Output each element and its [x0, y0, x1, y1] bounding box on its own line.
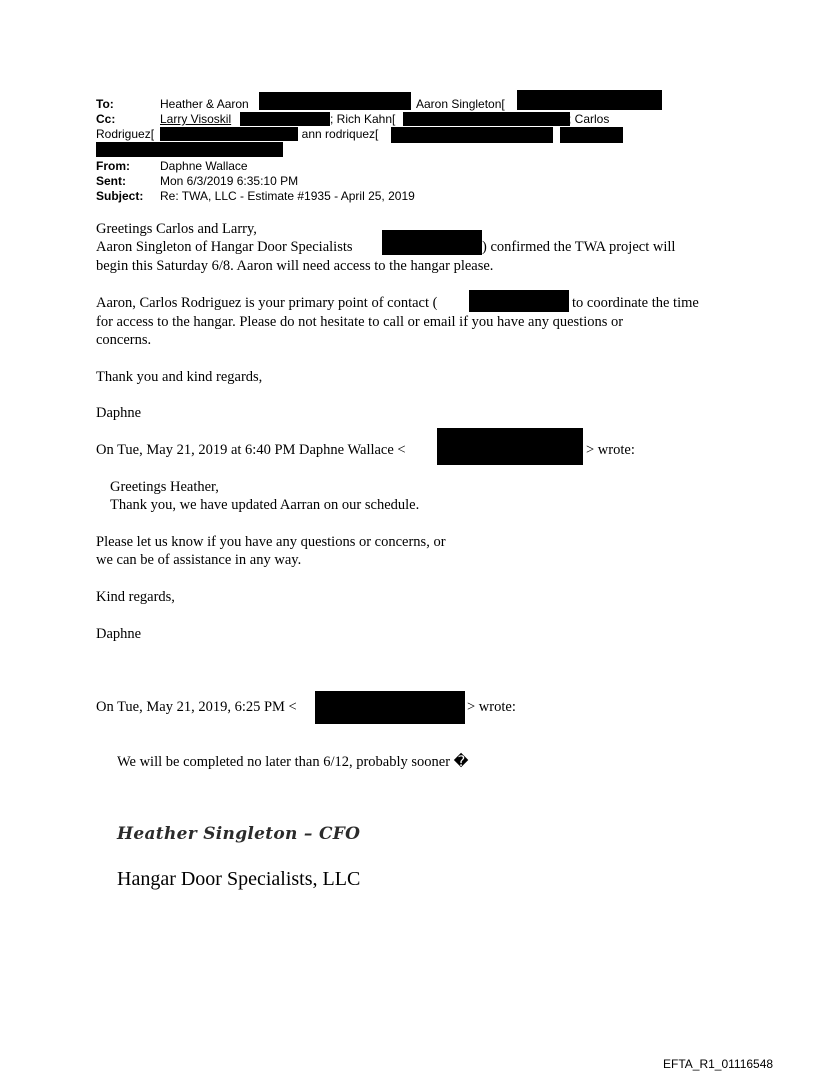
cc-recipient-2: ; Rich Kahn[: [330, 112, 396, 126]
redaction-block: [382, 230, 482, 255]
body-text: Aaron Singleton of Hangar Door Specialists: [96, 239, 353, 255]
redaction-block: [560, 127, 623, 143]
subject-label: Subject:: [96, 189, 144, 203]
redaction-block: [391, 127, 553, 143]
signature-name: Heather Singleton – CFO: [117, 824, 361, 844]
quote-message: We will be completed no later than 6/12, probably sooner �: [117, 754, 469, 770]
redaction-block: [315, 691, 465, 724]
redaction-block: [96, 142, 283, 157]
to-recipient-2: Aaron Singleton[: [416, 97, 505, 111]
body-text: for access to the hangar. Please do not hesitate to call or email if you have any questions or: [96, 314, 624, 330]
body-signoff: Daphne: [96, 405, 142, 421]
body-text: Aaron, Carlos Rodriguez is your primary point of contact (: [96, 295, 438, 311]
to-label: To:: [96, 97, 114, 111]
quote-greeting: Greetings Heather,: [110, 479, 219, 495]
redaction-block: [240, 112, 330, 126]
signature-company: Hangar Door Specialists, LLC: [117, 868, 361, 890]
quote-intro-end: > wrote:: [586, 442, 635, 458]
redaction-block: [403, 112, 570, 126]
redaction-block: [437, 428, 583, 465]
cc-recipient-3: ; Carlos: [568, 112, 610, 126]
redaction-block: [259, 92, 411, 110]
from-label: From:: [96, 159, 130, 173]
cc-recipient-1: Larry Visoskil: [160, 112, 232, 126]
quote-closing: Kind regards,: [96, 589, 175, 605]
body-text: ) confirmed the TWA project will: [482, 239, 676, 255]
body-text: to coordinate the time: [572, 295, 699, 311]
quote-intro: On Tue, May 21, 2019, 6:25 PM <: [96, 699, 297, 715]
sent-value: Mon 6/3/2019 6:35:10 PM: [160, 174, 299, 188]
body-greeting: Greetings Carlos and Larry,: [96, 221, 257, 237]
quote-intro: On Tue, May 21, 2019 at 6:40 PM Daphne Wallace <: [96, 442, 406, 458]
quote-intro-end: > wrote:: [467, 699, 516, 715]
body-closing: Thank you and kind regards,: [96, 369, 263, 385]
body-text: concerns.: [96, 332, 152, 348]
redaction-block: [517, 90, 662, 110]
cc-label: Cc:: [96, 112, 116, 126]
redaction-block: [469, 290, 569, 312]
body-text: begin this Saturday 6/8. Aaron will need access to the hangar please.: [96, 258, 494, 274]
quote-text: we can be of assistance in any way.: [96, 552, 302, 568]
document-id: EFTA_R1_01116548: [663, 1057, 774, 1071]
cc-recipient-4: ; ann rodriquez[: [295, 127, 379, 141]
subject-value: Re: TWA, LLC - Estimate #1935 - April 25, 2019: [160, 189, 415, 203]
redaction-block: [160, 127, 298, 141]
quote-text: Please let us know if you have any questions or concerns, or: [96, 534, 446, 550]
from-value: Daphne Wallace: [160, 159, 248, 173]
quote-text: Thank you, we have updated Aarran on our schedule.: [110, 497, 420, 513]
sent-label: Sent:: [96, 174, 126, 188]
to-recipient-1: Heather & Aaron: [160, 97, 249, 111]
cc-recipient-3-cont: Rodriguez[: [96, 127, 155, 141]
quote-signoff: Daphne: [96, 626, 142, 642]
